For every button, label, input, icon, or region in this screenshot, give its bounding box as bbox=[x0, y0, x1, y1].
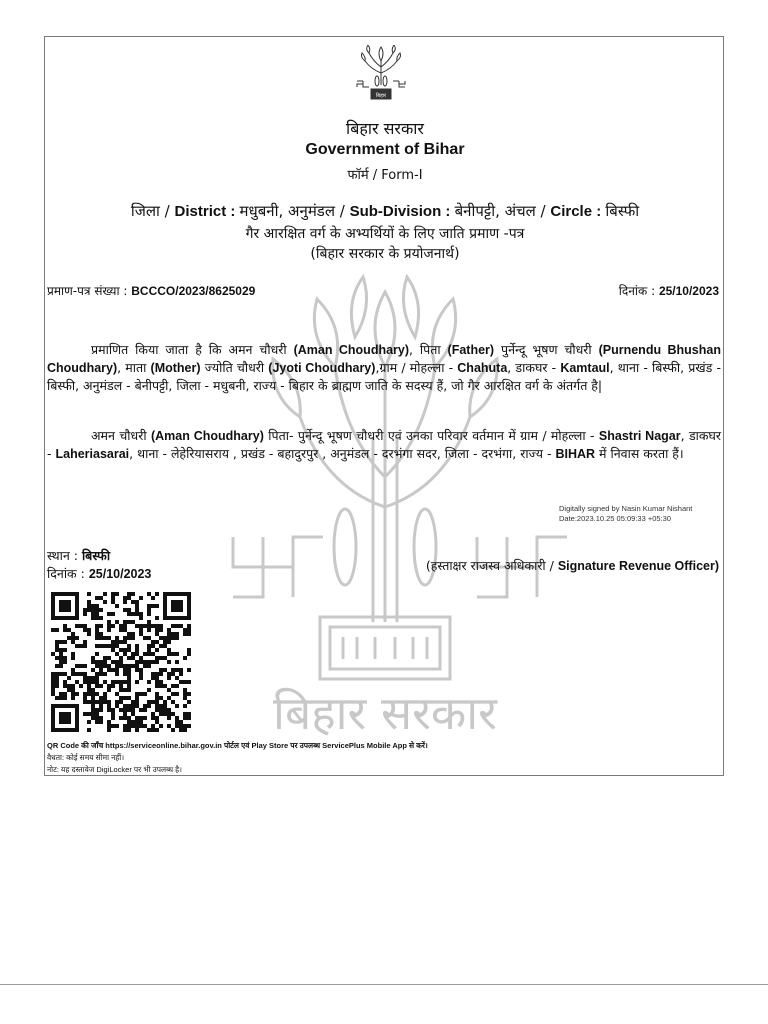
english-title: Government of Bihar bbox=[305, 141, 465, 158]
issue-date: दिनांक : 25/10/2023 bbox=[618, 284, 719, 298]
certificate-body-paragraph-1: प्रमाणित किया जाता है कि अमन चौधरी (Aman Choudhary), पिता (Father) पुर्नेन्दू भूषण चौधरी (Purnendu Bhushan Choudhary), माता (Mother) ज्योति चौधरी (Jyoti Choudhary),ग्राम / मोहल्ला - Chahuta, डाकघर - Kamtaul, थाना - बिस्फी, प्रखंड - बिस्फी, अनुमंडल - बेनीपट्टी, जिला - मधुबनी, राज्य - बिहार के ब्राह्मण जाति के सदस्य हैं, जो गैर आरक्षित वर्ग के अंतर्गत है| bbox=[47, 342, 722, 393]
place: स्थान : बिस्फी bbox=[47, 548, 111, 563]
page-divider bbox=[0, 984, 768, 985]
subject-line: गैर आरक्षित वर्ग के अभ्यर्थियों के लिए जाति प्रमाण -पत्र bbox=[245, 226, 525, 242]
district-line: जिला / District : मधुबनी, अनुमंडल / Sub-Division : बेनीपट्टी, अंचल / Circle : बिस्फी bbox=[130, 202, 640, 220]
watermark-text: बिहार सरकार bbox=[273, 686, 497, 740]
hindi-title: बिहार सरकार bbox=[346, 119, 424, 138]
footer-validity: वैधता: कोई समय सीमा नहीं। bbox=[47, 753, 125, 762]
bottom-date: दिनांक : 25/10/2023 bbox=[47, 566, 152, 581]
purpose-line: (बिहार सरकार के प्रयोजनार्थ) bbox=[310, 246, 460, 262]
footer-digilocker-note: नोट: यह दस्तावेज DigiLocker पर भी उपलब्ध है। bbox=[47, 765, 182, 774]
emblem-text: बिहार bbox=[375, 93, 387, 99]
certificate-number: प्रमाण-पत्र संख्या : BCCCO/2023/8625029 bbox=[47, 284, 256, 298]
bihar-emblem-logo bbox=[351, 45, 411, 101]
digital-signature-info: Digitally signed by Nasin Kumar Nishant Date:2023.10.25 05:09:33 +05:30 bbox=[559, 504, 693, 523]
certificate-body-paragraph-2: अमन चौधरी (Aman Choudhary) पिता- पुर्नेन्दू भूषण चौधरी एवं उनका परिवार वर्तमान में ग्राम / मोहल्ला - Shastri Nagar, डाकघर - Laheriasarai, थाना - लेहेरियासराय , प्रखंड - बहादुरपुर , अनुमंडल - दरभंगा सदर, जिला - दरभंगा, राज्य - BIHAR में निवास करता हैं। bbox=[47, 428, 722, 461]
certificate-frame bbox=[44, 36, 724, 776]
signature-revenue-officer: (हस्ताक्षर राजस्व अधिकारी / Signature Revenue Officer) bbox=[425, 558, 719, 573]
footer-qr-note: QR Code की जाँच https://serviceonline.bihar.gov.in पोर्टल एवं Play Store पर उपलब्ध ServicePlus Mobile App से करें। bbox=[47, 741, 428, 750]
qr-code bbox=[51, 592, 191, 732]
form-label: फॉर्म / Form-I bbox=[347, 168, 423, 183]
